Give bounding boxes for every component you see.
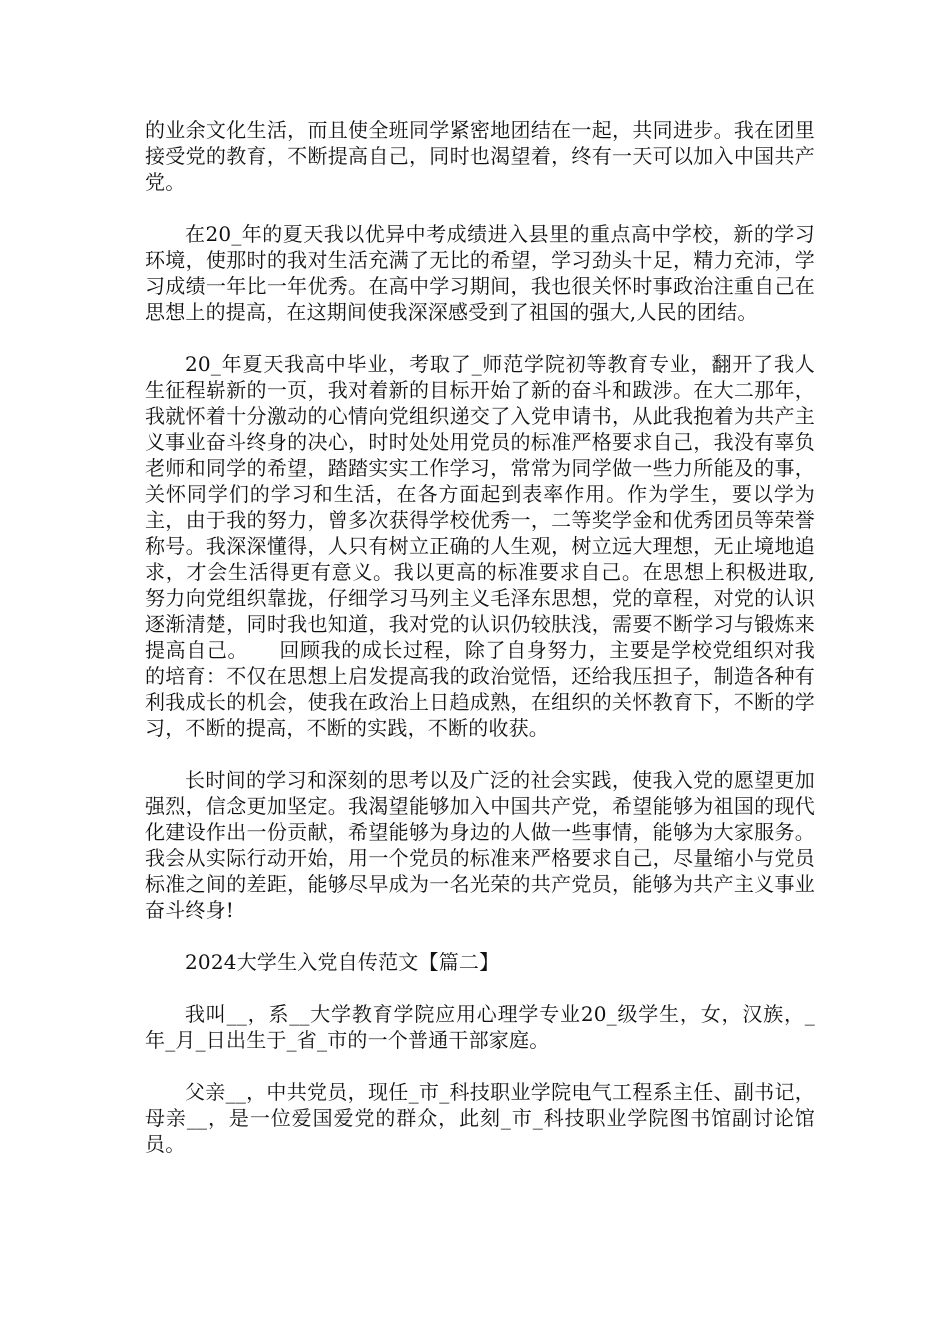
paragraph-introduction: 我叫__，系__大学教育学院应用心理学专业20_级学生，女，汉族，_年_月_日出生于_省_市的一个普通干部家庭。 — [145, 1002, 815, 1052]
paragraph-aspiration: 长时间的学习和深刻的思考以及广泛的社会实践，使我入党的愿望更加强烈，信念更加坚定。我渴望能够加入中国共产党，希望能够为祖国的现代化建设作出一份贡献，希望能够为身边的人做一些事情，能够为大家服务。我会从实际行动开始，用一个党员的标准来严格要求自己，尽量缩小与党员标准之间的差距，能够尽早成为一名光荣的共产党员，能够为共产主义事业奋斗终身! — [145, 768, 815, 922]
document-body — [145, 117, 815, 1183]
section-heading: 2024大学生入党自传范文【篇二】 — [185, 950, 500, 974]
paragraph-family: 父亲__，中共党员，现任_市_科技职业学院电气工程系主任、副书记，母亲__，是一位爱国爱党的群众，此刻_市_科技职业学院图书馆副讨论馆员。 — [145, 1080, 815, 1156]
paragraph-college: 20_年夏天我高中毕业，考取了_师范学院初等教育专业，翻开了我人生征程崭新的一页，我对着新的目标开始了新的奋斗和跋涉。在大二那年，我就怀着十分激动的心情向党组织递交了入党申请书，从此我抱着为共产主义事业奋斗终身的决心，时时处处用党员的标准严格要求自己，我没有辜负老师和同学的希望，踏踏实实工作学习，常常为同学做一些力所能及的事，关怀同学们的学习和生活，在各方面起到表率作用。作为学生，要以学为主，由于我的努力，曾多次获得学校优秀一，二等奖学金和优秀团员等荣誉称号。我深深懂得，人只有树立正确的人生观，树立远大理想，无止境地追求，才会生活得更有意义。我以更高的标准要求自己。在思想上积极进取,努力向党组织靠拢，仔细学习马列主义毛泽东思想，党的章程，对党的认识逐渐清楚，同时我也知道，我对党的认识仍较肤浅，需要不断学习与锻炼来提高自己。 回顾我的成长过程，除了自身努力，主要是学校党组织对我的培育：不仅在思想上启发提高我的政治觉悟，还给我压担子，制造各种有利我成长的机会，使我在政治上日趋成熟，在组织的关怀教育下，不断的学习，不断的提高，不断的实践，不断的收获。 — [145, 352, 815, 740]
paragraph-high-school: 在20_年的夏天我以优异中考成绩进入县里的重点高中学校，新的学习环境，使那时的我对生活充满了无比的希望，学习劲头十足，精力充沛，学习成绩一年比一年优秀。在高中学习期间，我也很关怀时事政治注重自己在思想上的提高，在这期间使我深深感受到了祖国的强大,人民的团结。 — [145, 222, 815, 324]
paragraph-continued: 的业余文化生活，而且使全班同学紧密地团结在一起，共同进步。我在团里接受党的教育，不断提高自己，同时也渴望着，终有一天可以加入中国共产党。 — [145, 118, 815, 194]
